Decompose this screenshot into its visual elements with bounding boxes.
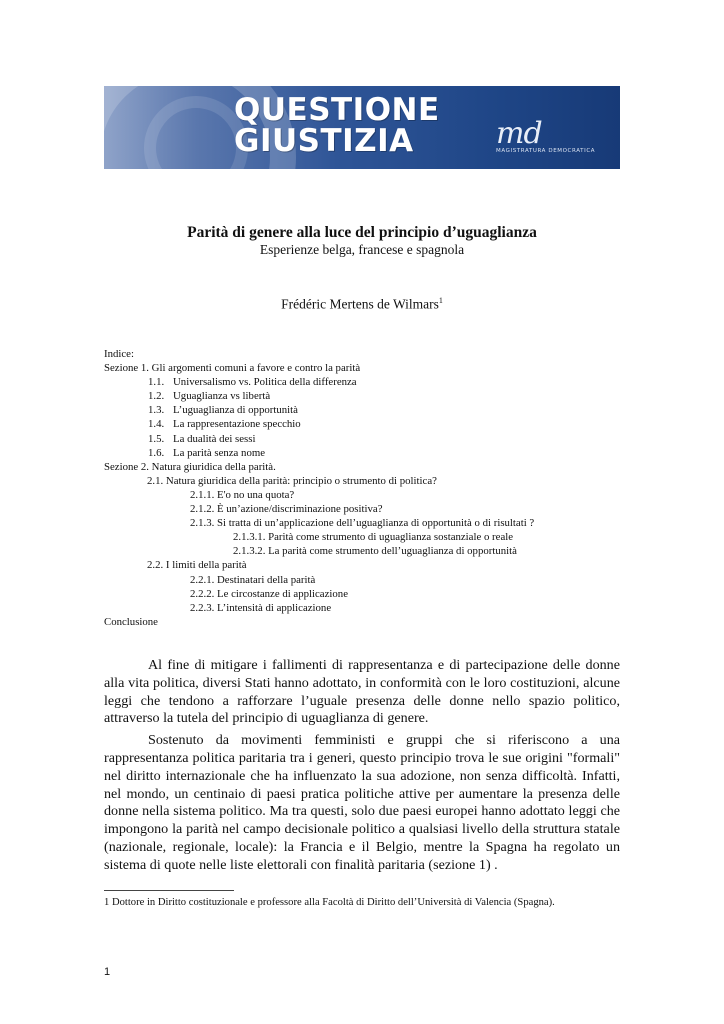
toc-item xyxy=(104,502,534,516)
toc-item-text: 2.1.3. Si tratta di un’applicazione dell’uguaglianza di opportunità o di risultati ? xyxy=(190,517,535,530)
toc-item xyxy=(104,389,534,403)
toc-item xyxy=(104,460,534,474)
toc-item xyxy=(104,474,534,488)
toc-item xyxy=(104,446,534,460)
toc-item xyxy=(104,432,534,446)
toc-item xyxy=(104,403,534,417)
author-footnote-mark: 1 xyxy=(438,296,443,305)
toc-item-number: 1.3. xyxy=(148,404,165,417)
banner-title-line1: QUESTIONE xyxy=(234,92,440,128)
md-logo-subtext: MAGISTRATURA DEMOCRATICA xyxy=(496,148,596,154)
document-subtitle: Esperienze belga, francese e spagnola xyxy=(259,242,465,257)
toc-item xyxy=(104,488,534,502)
toc-item-text: Sezione 1. Gli argomenti comuni a favore e contro la parità xyxy=(104,362,361,375)
toc-item-text: Conclusione xyxy=(104,615,158,628)
toc-item-text: Uguaglianza vs libertà xyxy=(173,390,271,403)
toc-item-text: 2.2.1. Destinatari della parità xyxy=(190,573,316,586)
toc-item xyxy=(104,601,534,615)
toc-item xyxy=(104,573,534,587)
toc-item-text: La parità senza nome xyxy=(173,446,266,459)
document-title: Parità di genere alla luce del principio d’uguaglianza xyxy=(187,224,537,241)
toc-item xyxy=(104,544,534,558)
toc-item xyxy=(104,417,534,431)
toc-item-number: 1.6. xyxy=(148,446,165,459)
toc-item-text: 2.1.3.1. Parità come strumento di uguaglianza sostanziale o reale xyxy=(233,531,514,544)
paragraph: Sostenuto da movimenti femministi e gruppi che si riferiscono a una rappresentanza politica paritaria tra i generi, questo principio trova le sue origini "formali" nel diritto internazionale che ha influenzato la sua adozione, non senza difficoltà. Infatti, nel mondo, un centinaio di paesi pratica politiche attive per aumentare la presenza delle donne nella sistema politico. Ma tra questi, solo due paesi europei hanno adottato leggi che impongono la parità nel campo decisionale politico a qualsiasi livello della struttura statale (nazionale, regionale, locale): la Francia e il Belgio, mentre la Spagna ha regolato un sistema di quote nelle liste elettorali con finalità paritaria (sezione 1) . xyxy=(104,732,620,873)
toc-item-text: 2.1. Natura giuridica della parità: principio o strumento di politica? xyxy=(147,474,437,487)
toc-item xyxy=(104,558,534,572)
footnote xyxy=(104,896,604,910)
page-number: 1 xyxy=(104,966,111,978)
toc-item-number: 1.2. xyxy=(148,390,165,403)
table-of-contents xyxy=(104,347,534,629)
toc-item xyxy=(104,615,534,629)
toc-heading: Indice: xyxy=(104,348,134,360)
toc-item-number: 1.4. xyxy=(148,418,165,431)
toc-item xyxy=(104,516,534,530)
toc-item-text: La rappresentazione specchio xyxy=(173,418,301,431)
body-text xyxy=(104,657,620,875)
toc-item-text: 2.1.2. È un’azione/discriminazione positiva? xyxy=(190,503,383,516)
toc-item xyxy=(104,530,534,544)
author-line xyxy=(0,296,724,313)
md-logo: md xyxy=(496,116,542,151)
toc-item-number: 1.5. xyxy=(148,432,165,445)
toc-item xyxy=(104,375,534,389)
banner-title-line2: GIUSTIZIA xyxy=(234,123,414,159)
toc-item-text: 2.2.2. Le circostanze di applicazione xyxy=(190,587,348,600)
toc-item-number: 1.1. xyxy=(148,376,165,389)
author-name: Frédéric Mertens de Wilmars xyxy=(281,296,439,312)
footnote-mark: 1 xyxy=(104,897,110,908)
toc-item-text: Universalismo vs. Politica della differenza xyxy=(173,376,357,389)
toc-item-text: 2.2. I limiti della parità xyxy=(147,559,247,572)
paragraph: Al fine di mitigare i fallimenti di rappresentanza e di partecipazione delle donne alla vita politica, diversi Stati hanno adottato, in conformità con le loro costituzioni, alcune leggi che tendono a rafforzare l’uguale presenza delle donne nello spazio politico, attraverso la tutela del principio di uguaglianza di genere. xyxy=(104,657,620,727)
footnote-separator xyxy=(104,890,234,891)
toc-list xyxy=(104,361,534,629)
toc-item-text: 2.1.3.2. La parità come strumento dell’uguaglianza di opportunità xyxy=(233,545,517,558)
header-banner xyxy=(104,86,620,169)
toc-item-text: 2.1.1. E'o no una quota? xyxy=(190,488,295,501)
toc-item xyxy=(104,587,534,601)
footnote-text: Dottore in Diritto costituzionale e professore alla Facoltà di Diritto dell’Università di Valencia (Spagna). xyxy=(111,897,555,908)
toc-item-text: La dualità dei sessi xyxy=(173,432,256,445)
toc-item xyxy=(104,361,534,375)
toc-item-text: Sezione 2. Natura giuridica della parità. xyxy=(104,460,276,473)
toc-item-text: L’uguaglianza di opportunità xyxy=(173,404,298,417)
toc-item-text: 2.2.3. L’intensità di applicazione xyxy=(190,601,332,614)
